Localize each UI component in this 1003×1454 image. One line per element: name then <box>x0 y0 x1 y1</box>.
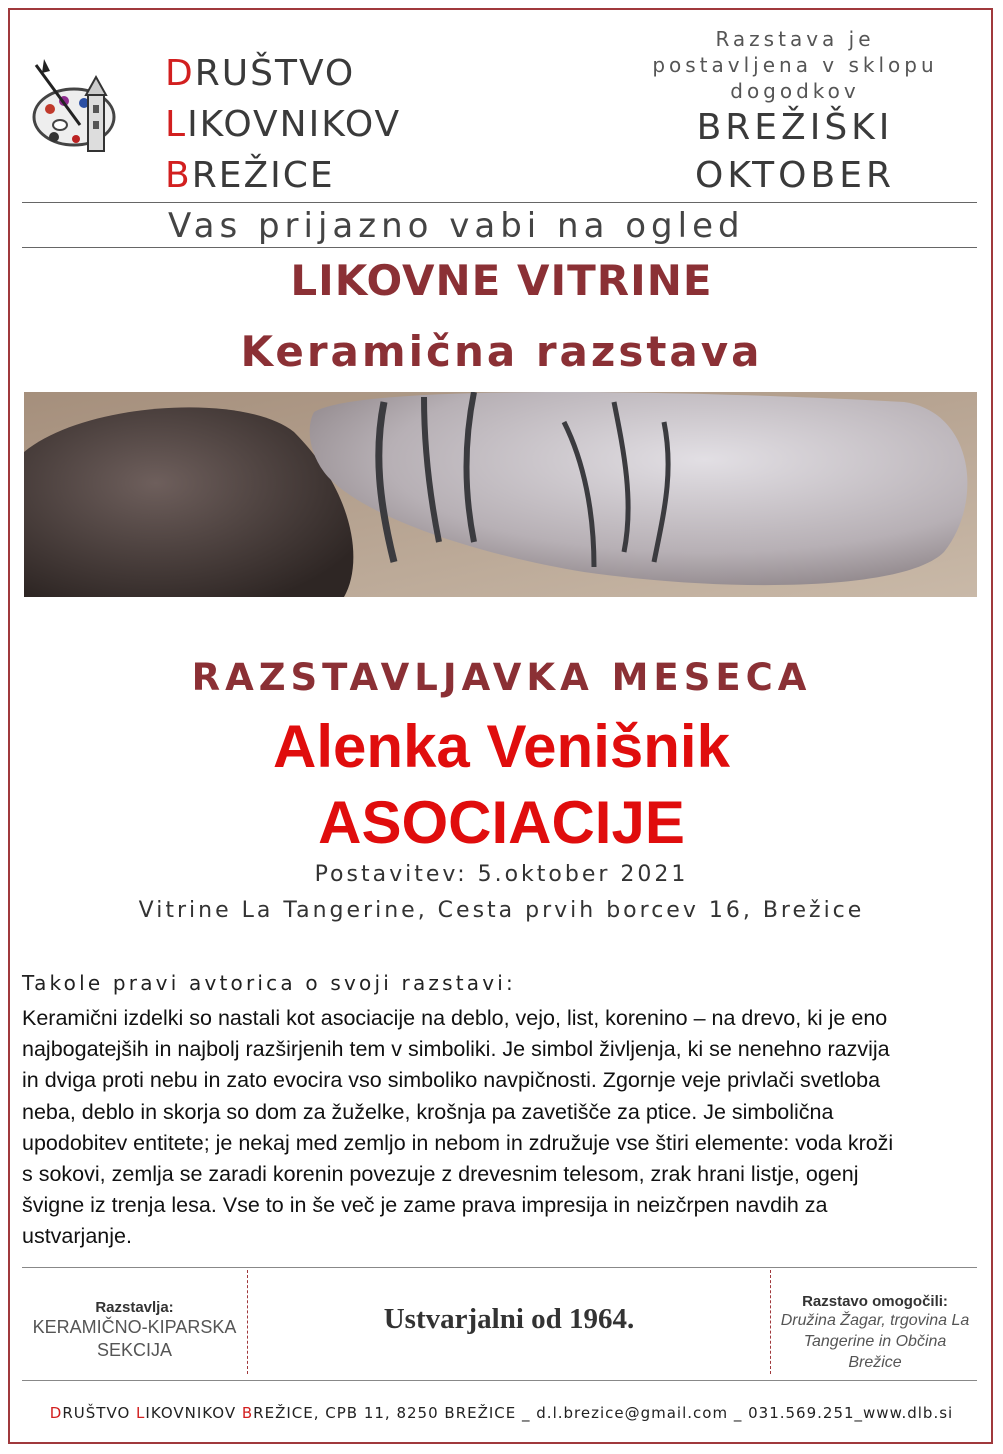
org-line-2: LIKOVNIKOV <box>165 104 402 145</box>
ceramics-photo <box>24 392 977 597</box>
palette-tower-icon <box>30 55 126 155</box>
statement-line: Keramični izdelki so nastali kot asociacije na deblo, vejo, list, korenino – na drevo, ki je eno <box>22 1006 888 1030</box>
statement-line: švigne iz trenja lesa. Vse to in še več je zame prava impresija in neizčrpen navdih za <box>22 1193 828 1218</box>
statement-line: neba, deblo in skorja so dom za žuželke, krošnja pa zavetišče za ptice. Je simbolična <box>22 1099 834 1124</box>
exhibition-title: LIKOVNE VITRINE <box>290 256 713 305</box>
org-name <box>165 48 401 201</box>
contact-line: DRUŠTVO LIKOVNIKOV BREŽICE, CPB 11, 8250 BREŽICE _ d.l.brezice@gmail.com _ 031.569.251_www.dlb.si <box>49 1404 954 1422</box>
invite-divider <box>22 247 977 248</box>
footer-sponsors: Razstavo omogočili: Družina Žagar, trgovina La Tangerine in Občina Brežice <box>780 1293 970 1371</box>
footer-bottom-rule <box>22 1380 977 1381</box>
footer-exhibitor: Razstavlja: KERAMIČNO-KIPARSKA SEKCIJA <box>32 1299 237 1360</box>
statement-line: s sokovi, zemlja se zaradi korenin povezuje z drevesnim telesom, zrak hrani listje, ogenj <box>22 1162 859 1187</box>
venue: Vitrine La Tangerine, Cesta prvih borcev 16, Brežice <box>138 898 865 923</box>
artist-statement <box>22 1003 982 1253</box>
statement-line: in dviga proti nebu in zato evocira vso simboliko navpičnosti. Zgornje veje privlači svetloba <box>22 1068 881 1093</box>
statement-line: najbogatejših in najbolj razširjenih tem v simboliki. Je simbol življenja, ki se nenehno razvija <box>22 1037 890 1062</box>
footer-slogan: Ustvarjalni od 1964. <box>383 1303 635 1335</box>
statement-line: upodobitev entitete; je nekaj med zemljo in nebom in združuje vse štiri elemente: voda kroži <box>22 1130 894 1155</box>
exhibitor-label: RAZSTAVLJAVKA MESECA <box>191 656 812 699</box>
org-line-3: BREŽICE <box>165 155 335 196</box>
exhibition-name: ASOCIACIJE <box>318 789 685 856</box>
exhibition-subtitle: Keramična razstava <box>240 327 763 376</box>
footer-divider-left <box>247 1270 248 1374</box>
invite-line: Vas prijazno vabi na ogled <box>168 206 745 246</box>
setup-date: Postavitev: 5.oktober 2021 <box>314 862 689 887</box>
event-note: Razstava je postavljena v sklopu dogodkov BREŽIŠKI OKTOBER <box>652 27 938 196</box>
statement-line: ustvarjanje. <box>22 1224 132 1249</box>
footer-divider-right <box>770 1270 771 1374</box>
top-divider <box>22 202 977 203</box>
footer-top-rule <box>22 1267 977 1268</box>
org-line-1: DRUŠTVO <box>165 53 356 94</box>
statement-intro: Takole pravi avtorica o svoji razstavi: <box>22 971 516 995</box>
artist-name: Alenka Venišnik <box>273 713 730 780</box>
